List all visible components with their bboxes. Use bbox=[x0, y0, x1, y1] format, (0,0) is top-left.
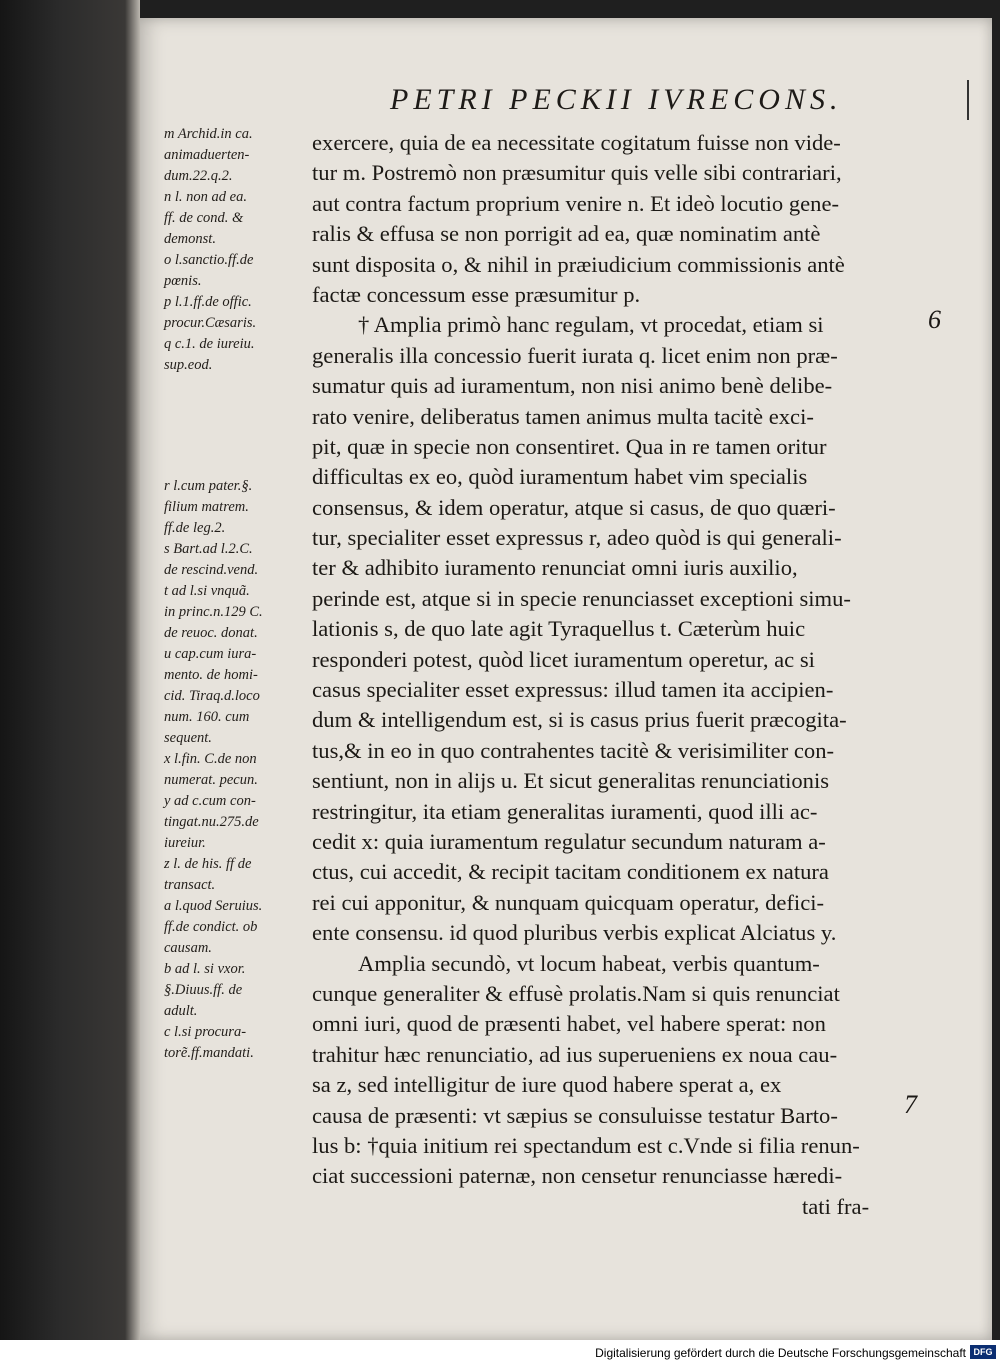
book-gutter bbox=[0, 0, 140, 1340]
marginal-note-line: animaduerten- bbox=[164, 147, 250, 163]
dfg-logo: DFG bbox=[970, 1345, 996, 1359]
text-line: omni iuri, quod de præsenti habet, vel habere sperat: non bbox=[312, 1011, 826, 1037]
text-line: † Amplia primò hanc regulam, vt procedat, etiam si bbox=[358, 312, 824, 338]
text-line: perinde est, atque si in specie renunciasset exceptioni simu- bbox=[312, 585, 851, 611]
text-line: rato venire, deliberatus tamen animus multa tacitè exci- bbox=[312, 403, 814, 429]
marginal-note-line: cid. Tiraq.d.loco bbox=[164, 688, 260, 704]
text-line: difficultas ex eo, quòd iuramentum habet vim specialis bbox=[312, 464, 808, 490]
marginal-note-line: n l. non ad ea. bbox=[164, 189, 247, 205]
text-line: restringitur, ita etiam generalitas iuramenti, quod illi ac- bbox=[312, 798, 818, 824]
marginal-note-line: dum.22.q.2. bbox=[164, 168, 233, 184]
marginal-note-line: torẽ.ff.mandati. bbox=[164, 1045, 254, 1061]
text-line: tur, specialiter esset expressus r, adeo quòd is qui generali- bbox=[312, 525, 842, 551]
marginal-note-line: ff.de leg.2. bbox=[164, 520, 226, 536]
text-line: pit, quæ in specie non consentiret. Qua in re tamen oritur bbox=[312, 433, 827, 459]
text-line: lationis s, de quo late agit Tyraquellus t. Cæterùm huic bbox=[312, 616, 806, 642]
marginal-note-line: c l.si procura- bbox=[164, 1024, 247, 1040]
marginal-note-line: z l. de his. ff de bbox=[164, 856, 252, 872]
marginal-note-line: s Bart.ad l.2.C. bbox=[164, 541, 253, 557]
text-line: consensus, & idem operatur, atque si casus, de quo quæri- bbox=[312, 494, 836, 520]
text-line: responderi potest, quòd licet iuramentum operetur, ac si bbox=[312, 646, 815, 672]
text-line: cedit x: quia iuramentum regulatur secundum naturam a- bbox=[312, 828, 826, 854]
marginal-note-line: demonst. bbox=[164, 231, 216, 247]
marginal-note-line: procur.Cæsaris. bbox=[164, 315, 257, 331]
text-line: sentiunt, non in alijs u. Et sicut generalitas renunciationis bbox=[312, 768, 830, 794]
main-text bbox=[312, 128, 930, 1222]
text-line: cunque generaliter & effusè prolatis.Nam si quis renunciat bbox=[312, 980, 840, 1006]
text-line: casus specialiter esset expressus: illud tamen ita accipien- bbox=[312, 677, 834, 703]
marginal-note-line: transact. bbox=[164, 877, 216, 893]
marginal-number-7: 7 bbox=[904, 1090, 917, 1119]
text-line: factæ concessum esse præsumitur p. bbox=[312, 281, 641, 307]
marginal-note-line: in princ.n.129 C. bbox=[164, 604, 263, 620]
text-line: Amplia secundò, vt locum habeat, verbis quantum- bbox=[358, 950, 820, 976]
marginal-note-line: m Archid.in ca. bbox=[164, 126, 253, 142]
note-group bbox=[164, 124, 256, 376]
text-line: trahitur hæc renunciatio, ad ius superueniens ex noua cau- bbox=[312, 1041, 838, 1067]
text-line: aut contra factum proprium venire n. Et ideò locutio gene- bbox=[312, 190, 840, 216]
marginal-note-line: de rescind.vend. bbox=[164, 562, 259, 578]
text-line: sumatur quis ad iuramentum, non nisi animo benè delibe- bbox=[312, 373, 833, 399]
text-line: tus,& in eo in quo contrahentes tacitè & verisimiliter con- bbox=[312, 737, 835, 763]
running-head: PETRI PECKII IVRECONS. bbox=[390, 83, 843, 116]
marginal-note-line: adult. bbox=[164, 1003, 198, 1019]
marginal-note-line: b ad l. si vxor. bbox=[164, 961, 246, 977]
text-line: ralis & effusa se non porrigit ad ea, quæ nominatim antè bbox=[312, 221, 821, 247]
text-line: lus b: †quia initium rei spectandum est c.Vnde si filia renun- bbox=[312, 1132, 860, 1158]
text-line: sa z, sed intelligitur de iure quod habere sperat a, ex bbox=[312, 1072, 782, 1098]
text-line: generalis illa concessio fuerit iurata q. licet enim non præ- bbox=[312, 342, 838, 368]
marginal-note-line: x l.fin. C.de non bbox=[164, 751, 257, 767]
text-line: ter & adhibito iuramento renunciat omni iuris auxilio, bbox=[312, 555, 798, 581]
marginal-note-line: pœnis. bbox=[164, 273, 202, 289]
text-line: exercere, quia de ea necessitate cogitatum fuisse non vide- bbox=[312, 130, 841, 155]
marginal-note-line: iureiur. bbox=[164, 835, 206, 851]
text-line: ente consensu. id quod pluribus verbis explicat Alciatus y. bbox=[312, 920, 837, 946]
marginal-note-line: ff.de condict. ob bbox=[164, 919, 258, 935]
text-line: tati fra- bbox=[802, 1193, 870, 1219]
marginal-note-line: num. 160. cum bbox=[164, 709, 250, 725]
text-line: ctus, cui accedit, & recipit tacitam conditionem ex natura bbox=[312, 859, 829, 885]
marginal-note-line: causam. bbox=[164, 940, 212, 956]
marginal-note-line: t ad l.si vnquã. bbox=[164, 583, 250, 599]
marginal-note-line: ff. de cond. & bbox=[164, 210, 244, 226]
marginal-note-line: tingat.nu.275.de bbox=[164, 814, 259, 830]
marginal-note-line: §.Diuus.ff. de bbox=[164, 982, 243, 998]
marginal-note-line: r l.cum pater.§. bbox=[164, 478, 253, 494]
marginal-note-line: p l.1.ff.de offic. bbox=[164, 294, 252, 310]
marginal-note-line: q c.1. de iureiu. bbox=[164, 336, 255, 352]
marginal-number-6: 6 bbox=[928, 305, 941, 334]
text-line: causa de præsenti: vt sæpius se consuluisse testatur Barto- bbox=[312, 1102, 838, 1128]
marginal-note-line: filium matrem. bbox=[164, 499, 249, 515]
marginal-note-line: numerat. pecun. bbox=[164, 772, 258, 788]
marginal-note-line: y ad c.cum con- bbox=[164, 793, 256, 809]
note-group bbox=[164, 476, 263, 1064]
marginal-note-line: u cap.cum iura- bbox=[164, 646, 257, 662]
page-edge-mark bbox=[967, 80, 969, 120]
marginal-note-line: o l.sanctio.ff.de bbox=[164, 252, 254, 268]
text-line: tur m. Postremò non præsumitur quis velle sibi contrariari, bbox=[312, 160, 842, 186]
marginal-note-line: de reuoc. donat. bbox=[164, 625, 258, 641]
text-line: sunt disposita o, & nihil in præiudicium commissionis antè bbox=[312, 251, 845, 277]
text-line: dum & intelligendum est, si is casus prius fuerit præcogita- bbox=[312, 707, 847, 733]
marginal-note-line: mento. de homi- bbox=[164, 667, 258, 683]
footer-credit: Digitalisierung gefördert durch die Deutsche Forschungsgemeinschaft bbox=[595, 1346, 966, 1360]
marginal-note-line: sequent. bbox=[164, 730, 212, 746]
text-line: ciat successioni paternæ, non censetur renunciasse hæredi- bbox=[312, 1163, 843, 1189]
marginal-note-line: sup.eod. bbox=[164, 357, 213, 373]
marginal-note-line: a l.quod Seruius. bbox=[164, 898, 263, 914]
text-line: rei cui apponitur, & nunquam quicquam operatur, defici- bbox=[312, 889, 825, 915]
